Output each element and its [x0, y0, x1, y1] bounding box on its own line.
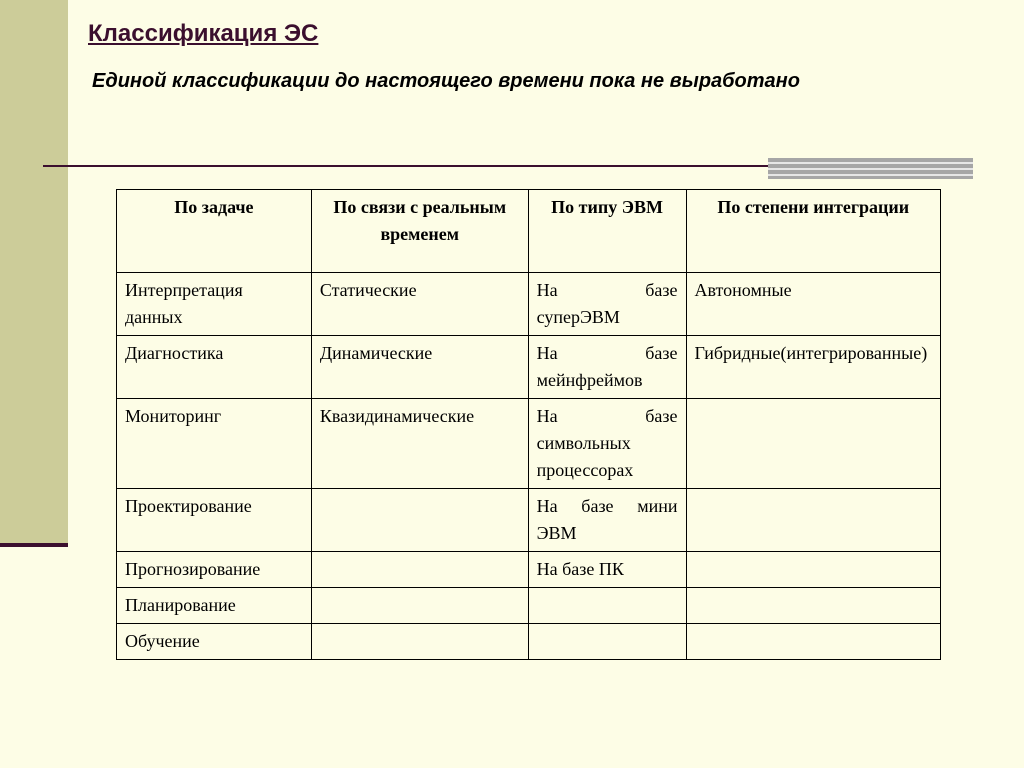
- slide-subtitle: Единой классификации до настоящего времени пока не выработано: [92, 70, 800, 92]
- table-cell: [528, 588, 686, 624]
- table-cell: На базе мейнфреймов: [528, 336, 686, 399]
- table-row: [117, 273, 941, 336]
- table-cell: Статические: [311, 273, 528, 336]
- table-cell: [686, 552, 941, 588]
- table-cell: Гибридные(интегрированные): [686, 336, 941, 399]
- table-cell: Квазидинамические: [311, 399, 528, 489]
- table-cell: [311, 624, 528, 660]
- table-cell: [311, 489, 528, 552]
- table-cell: Интерпретация данных: [117, 273, 312, 336]
- table-row: [117, 588, 941, 624]
- table-cell: Обучение: [117, 624, 312, 660]
- left-decorative-band: [0, 0, 68, 545]
- table-row: [117, 399, 941, 489]
- table-cell: Диагностика: [117, 336, 312, 399]
- left-band-rule: [0, 543, 68, 547]
- table-row: [117, 489, 941, 552]
- header-by-realtime: По связи с реальным временем: [311, 190, 528, 273]
- table-header-row: [117, 190, 941, 273]
- table-cell: На базе мини ЭВМ: [528, 489, 686, 552]
- table-cell: Автономные: [686, 273, 941, 336]
- table-cell: [686, 399, 941, 489]
- slide-title: Классификация ЭС: [88, 20, 319, 47]
- table-row: [117, 336, 941, 399]
- header-by-integration: По степени интеграции: [686, 190, 941, 273]
- rule-decorative-block: [768, 158, 973, 179]
- header-by-computer-type: По типу ЭВМ: [528, 190, 686, 273]
- table-cell: [528, 624, 686, 660]
- table-cell: На базе суперЭВМ: [528, 273, 686, 336]
- table-cell: Проектирование: [117, 489, 312, 552]
- table-cell: Прогнозирование: [117, 552, 312, 588]
- table-cell: На базе символьных процессорах: [528, 399, 686, 489]
- header-by-task: По задаче: [117, 190, 312, 273]
- table-cell: [311, 552, 528, 588]
- table-cell: [686, 489, 941, 552]
- table-cell: [311, 588, 528, 624]
- classification-table: [116, 189, 941, 660]
- table-cell: Мониторинг: [117, 399, 312, 489]
- table-row: [117, 552, 941, 588]
- table-cell: Динамические: [311, 336, 528, 399]
- table-cell: Планирование: [117, 588, 312, 624]
- table-row: [117, 624, 941, 660]
- table-cell: [686, 624, 941, 660]
- table-cell: На базе ПК: [528, 552, 686, 588]
- table-cell: [686, 588, 941, 624]
